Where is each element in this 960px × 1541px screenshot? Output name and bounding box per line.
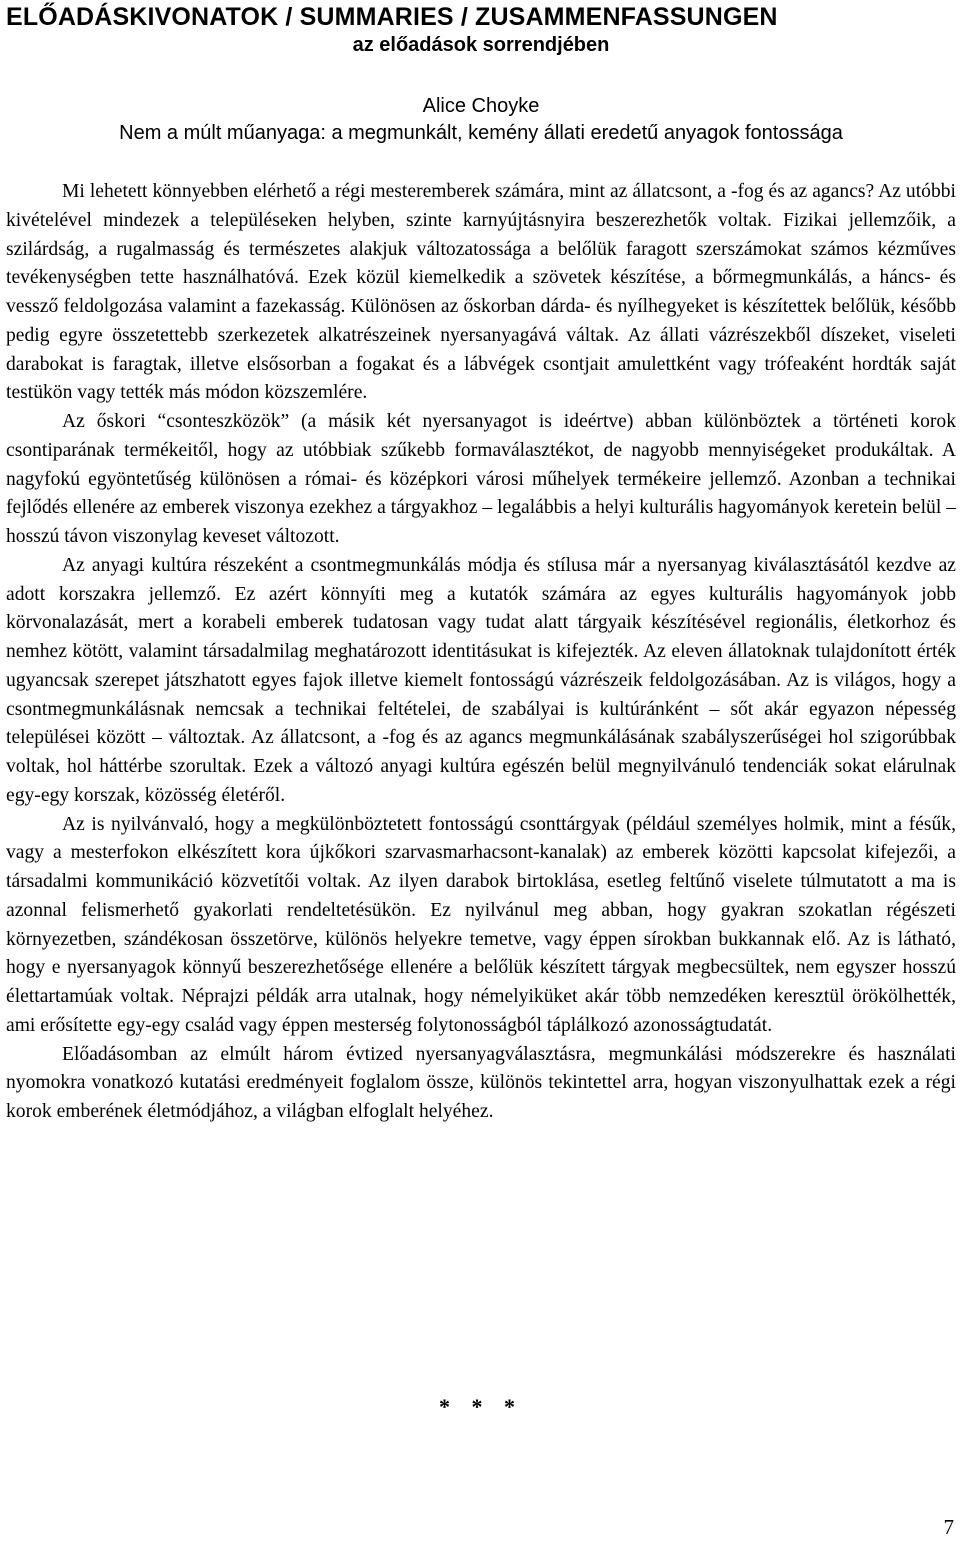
abstract-paragraph: Az anyagi kultúra részeként a csontmegmunkálás módja és stílusa már a nyersanyag kiválasztásától kezdve az adott korszakra jellemző. Ez azért könnyíti meg a kutatók számára az egyes kulturális hagyományok jobb körvonalazását, mert a korabeli emberek tudatosan vagy tudat alatt tárgyaik készítésével regionális, életkorhoz és nemhez kötött, valamint társadalmilag meghatározott identitásukat is kifejezték. Az eleven állatoknak tulajdonított érték ugyancsak szerepet játszhatott egyes fajok illetve kiemelt fontosságú vázrészeik feldolgozásában. Az is világos, hogy a csontmegmunkálásnak nemcsak a technikai feltételei, de szabályai is kultúránként – sőt akár egyazon népesség települései között – változtak. Az állatcsont, a -fog és az agancs megmunkálásának szabályszerűségei hol szigorúbbak voltak, hol háttérbe szorultak. Ezek a változó anyagi kultúra egészén belül megnyilvánuló tendenciák sokat elárulnak egy-egy korszak, közösség életéről. bbox=[6, 554, 956, 806]
abstract-paragraph: Előadásomban az elmúlt három évtized nyersanyagválasztásra, megmunkálási módszerekre és használati nyomokra vonatkozó kutatási eredményeit foglalom össze, különös tekintettel arra, hogyan viszonyulhattak ezek a régi korok emberének életmódjához, a világban elfoglalt helyéhez. bbox=[6, 1043, 956, 1122]
section-header bbox=[6, 2, 956, 58]
page-number: 7 bbox=[943, 1515, 954, 1539]
section-subtitle: az előadások sorrendjében bbox=[352, 34, 610, 56]
abstract-paragraph: Mi lehetett könnyebben elérhető a régi mesteremberek számára, mint az állatcsont, a -fog és az agancs? Az utóbbi kivételével mindezek a településeken helyben, szinte karnyújtásnyira beszerezhetők voltak. Fizikai jellemzőik, a szilárdság, a rugalmasság és természetes alakjuk változatossága a belőlük faragott szerszámokat számos kézműves tevékenységben tette használhatóvá. Ezek közül kiemelkedik a szövetek készítése, a bőrmegmunkálás, a háncs- és vessző feldolgozása valamint a fazekasság. Különösen az őskorban dárda- és nyílhegyeket is készítettek belőlük, később pedig egyre összetettebb szerkezetek alkatrészeinek nyersanyagává váltak. Az állati vázrészekből díszeket, viseleti darabokat is faragtak, illetve elsősorban a fogakat és a lábvégek csontjait amulettként vagy trófeaként hordták saját testükön vagy tették más módon közszemlére. bbox=[6, 181, 956, 404]
author-name: Alice Choyke bbox=[422, 95, 540, 117]
talk-title: Nem a múlt műanyaga: a megmunkált, kemény állati eredetű anyagok fontossága bbox=[119, 122, 843, 144]
section-title: ELŐADÁSKIVONATOK / SUMMARIES / ZUSAMMENFASSUNGEN bbox=[6, 3, 778, 31]
abstract-paragraph: Az is nyilvánvaló, hogy a megkülönböztetett fontosságú csonttárgyak (például személyes holmik, mint a fésűk, vagy a mesterfokon elkészített kora újkőkori szarvasmarhacsont-kanalak) az emberek közötti kapcsolat kifejezői, a társadalmi kommunikáció közvetítői voltak. Az ilyen darabok birtoklása, esetleg feltűnő viselete túlmutatott a ma is azonnal felismerhető gyakorlati rendeltetésükön. Ez nyilvánul meg abban, hogy gyakran szokatlan régészeti környezetben, szándékosan összetörve, különös helyekre temetve, vagy éppen sírokban bukkannak elő. Az is látható, hogy e nyersanyagok könnyű beszerezhetősége ellenére a belőlük készített tárgyak megbecsültek, nem egyszer hosszú élettartamúak voltak. Néprajzi példák arra utalnak, hogy némelyiküket akár több nemzedéken keresztül örökölhették, ami erősítette egy-egy család vagy éppen mesterség folytonosságból táplálkozó azonosságtudatát. bbox=[6, 813, 956, 1036]
section-separator: * * * bbox=[439, 1394, 523, 1419]
abstract-body bbox=[6, 178, 956, 1127]
abstract-paragraph: Az őskori “csonteszközök” (a másik két nyersanyagot is ideértve) abban különböztek a történeti korok csontiparának termékeitől, hogy az utóbbiak szűkebb formaválasztékot, de nagyobb mennyiségeket produkáltak. A nagyfokú egyöntetűség különösen a római- és középkori városi műhelyek termékeire jellemző. Azonban a technikai fejlődés ellenére az emberek viszonya ezekhez a tárgyakhoz – legalábbis a helyi kulturális hagyományok keretein belül – hosszú távon viszonylag keveset változott. bbox=[6, 411, 956, 547]
